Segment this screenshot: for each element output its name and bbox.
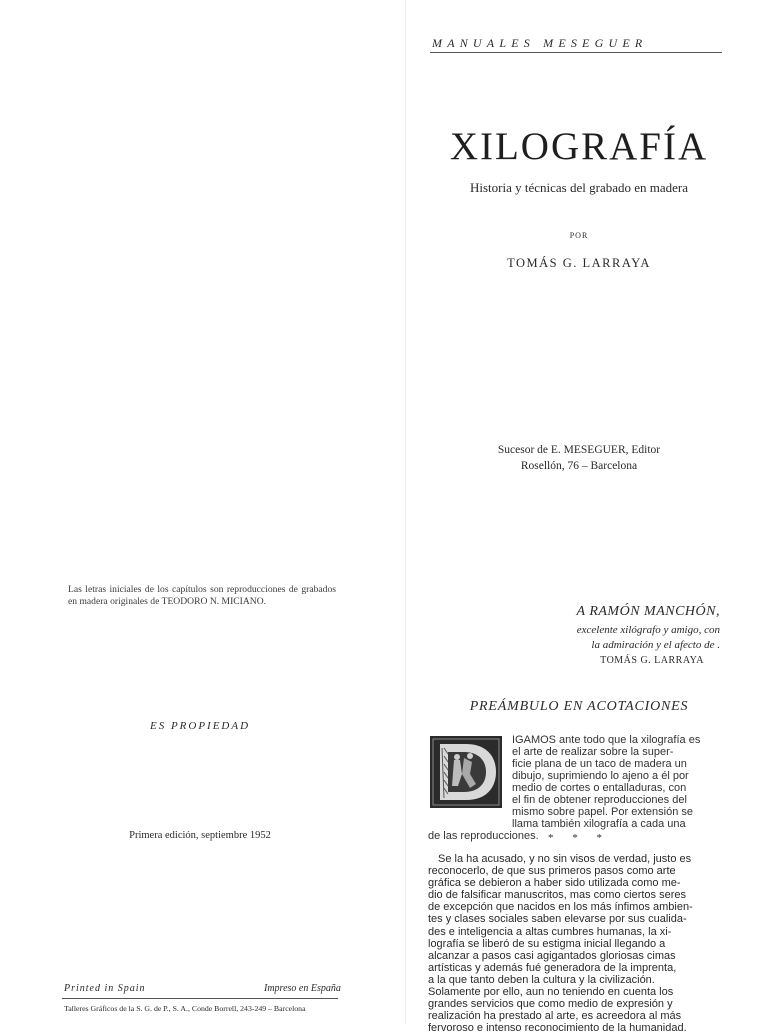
text-line: el arte de realizar sobre la super-: [512, 746, 674, 758]
text-line: des e inteligencia a altas cumbres humanas, la xi-: [428, 925, 672, 938]
chapter-paragraph-2: [428, 853, 722, 1034]
by-label: POR: [569, 231, 589, 240]
dedication-signature: TOMÁS G. LARRAYA: [600, 655, 704, 666]
text-line: dio de falsificar manuscritos, mas como ciertos seres: [428, 889, 686, 902]
dedication-name: A RAMÓN MANCHÓN,: [576, 604, 720, 619]
text-line: lografía se liberó de su estigma inicial llegando a: [428, 937, 666, 950]
impreso-en-espana: Impreso en España: [264, 983, 341, 994]
text-line: fervoroso e intenso reconocimiento de la humanidad.: [428, 1022, 687, 1034]
text-line: el fin de obtener reproducciones del: [512, 794, 687, 806]
author-name: TOMÁS G. LARRAYA: [507, 256, 651, 270]
book-subtitle: Historia y técnicas del grabado en madera: [469, 180, 689, 195]
book-title: XILOGRAFÍA: [449, 125, 709, 168]
text-line: gráfica se debieron a haber sido utilizada como me-: [428, 877, 681, 890]
printed-in-spain: Printed in Spain: [64, 983, 146, 994]
printer-imprint: Talleres Gráficos de la S. G. de P., S. A., Conde Borrell, 243-249 – Barcelona: [64, 1004, 306, 1013]
chapter-heading: PREÁMBULO EN ACOTACIONES: [469, 699, 689, 714]
printer-rule: [62, 998, 338, 999]
text-line: medio de cortes o entalladuras, con: [512, 782, 687, 794]
illustration-credit-note: Las letras iniciales de los capítulos son reproducciones de grabados en madera originales de TEODORO N. MICIANO.: [68, 584, 336, 607]
text-line: tes y clases sociales saben elevarse por sus cualida-: [428, 913, 687, 926]
text-line: de excepción que nacidos en los más ínfimos ambien-: [428, 901, 693, 914]
text-line: dibujo, suprimiendo lo ajeno a él por: [512, 770, 689, 782]
edition-line: Primera edición, septiembre 1952: [129, 830, 271, 841]
section-separator: * * *: [548, 832, 610, 844]
text-line: alcanzar a pasos casi agigantados gloriosas cimas: [428, 949, 676, 962]
text-line: Solamente por ello, aun no teniendo en cuenta los: [428, 986, 674, 999]
publisher-name: Sucesor de E. MESEGUER, Editor: [497, 444, 661, 456]
text-line: a la que tanto deben la cultura y la civilización.: [428, 973, 655, 986]
text-line: realización ha prestado al arte, es acreedora al más: [428, 1010, 682, 1023]
text-line: reconocerlo, de que sus primeros pasos como arte: [428, 865, 676, 878]
page-gutter: [405, 0, 406, 1024]
dedication-line: excelente xilógrafo y amigo, con: [576, 624, 720, 636]
dedication-line: la admiración y el afecto de .: [591, 639, 720, 651]
text-line: IGAMOS ante todo que la xilografía es: [512, 734, 701, 746]
publisher-address: Rosellón, 76 – Barcelona: [520, 460, 638, 472]
text-line: ficie plana de un taco de madera un: [512, 758, 687, 770]
text-line: de las reproducciones.: [428, 830, 539, 842]
chapter-paragraph-1: [428, 734, 720, 842]
text-line: artísticas y además fué generadora de la imprenta,: [428, 961, 677, 974]
text-line: Se la ha acusado, y no sin visos de verdad, justo es: [438, 853, 692, 865]
text-line: mismo sobre papel. Por extensión se: [512, 806, 693, 818]
text-line: grandes servicios que como medio de expresión y: [428, 998, 673, 1011]
copyright-notice: ES PROPIEDAD: [149, 720, 251, 732]
series-name: MANUALES MESEGUER: [432, 36, 648, 50]
text-line: llama también xilografía a cada una: [512, 818, 686, 830]
series-rule: [430, 52, 722, 53]
